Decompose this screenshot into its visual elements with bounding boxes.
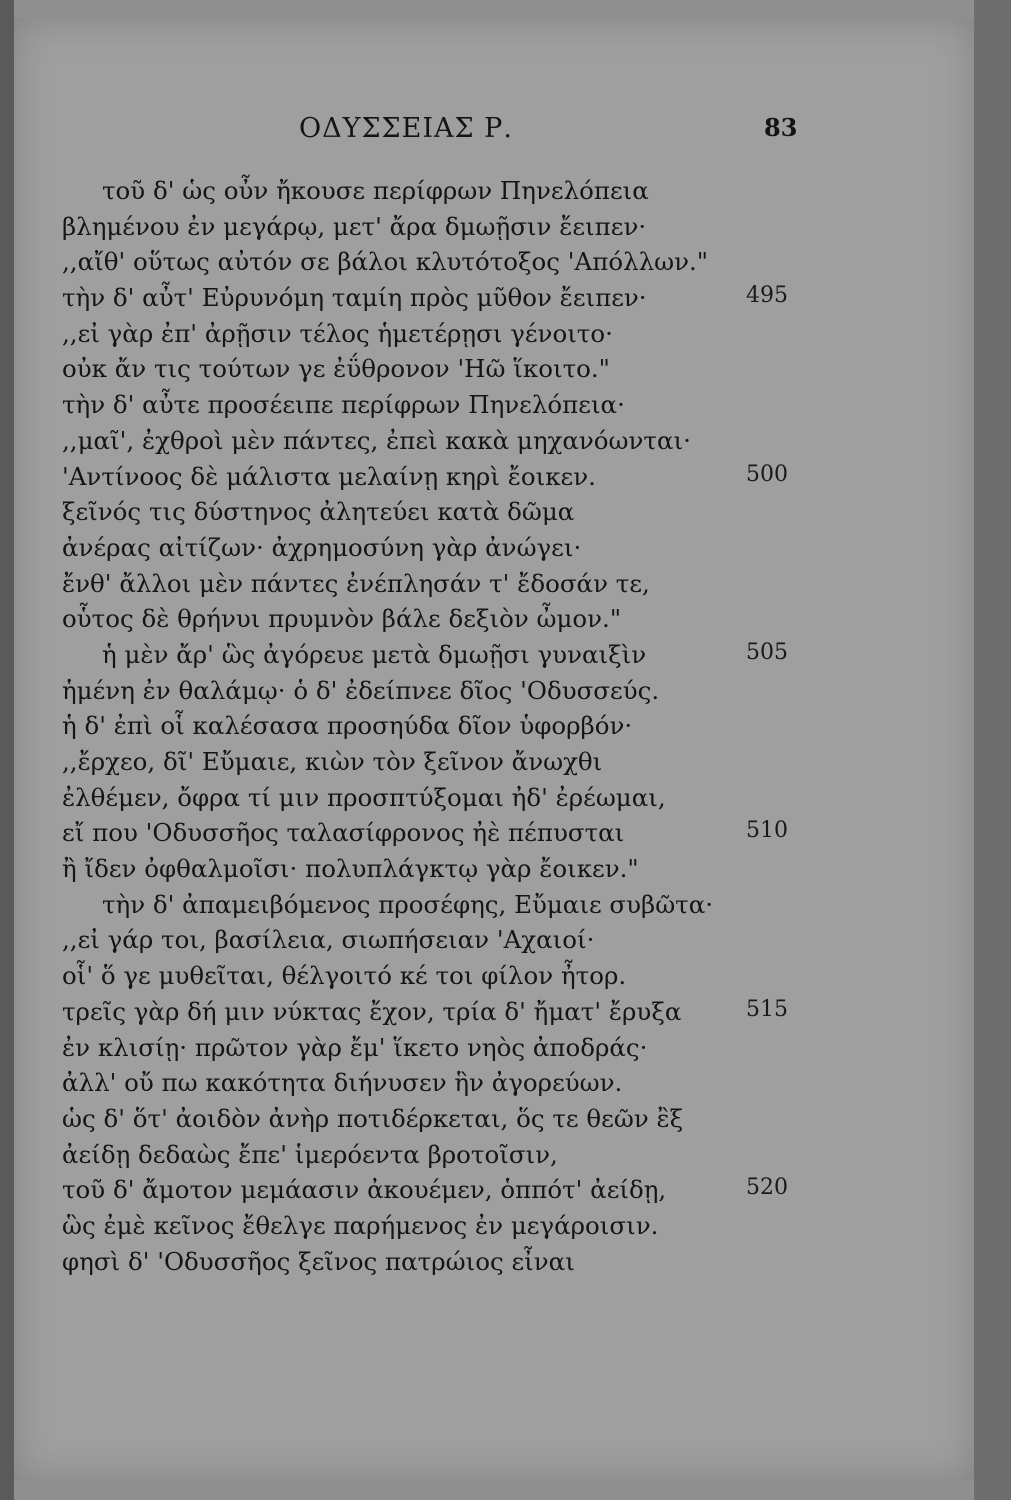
verse-text: ,,αἴθ' οὕτως αὐτόν σε βάλοι κλυτότοξος 'Απόλλων." <box>62 247 709 277</box>
verse-text: ὣς ἐμὲ κεῖνος ἔθελγε παρήμενος ἐν μεγάροισιν. <box>62 1210 659 1240</box>
verse-line <box>62 1104 962 1140</box>
verse-line <box>62 1175 962 1211</box>
verse-text: ἀλλ' οὔ πω κακότητα διήνυσεν ἣν ἀγορεύων. <box>62 1068 623 1098</box>
verse-line <box>62 1033 962 1069</box>
line-number: 515 <box>746 996 788 1022</box>
verse-text: βλημένου ἐν μεγάρῳ, μετ' ἄρα δμωῇσιν ἔειπεν· <box>62 211 647 241</box>
verse-text: ἡ μὲν ἄρ' ὣς ἀγόρευε μετὰ δμωῇσι γυναιξὶν <box>102 639 647 669</box>
verse-line <box>62 1211 962 1247</box>
verse-line <box>62 1068 962 1104</box>
running-header <box>14 113 974 153</box>
verse-line <box>62 176 962 212</box>
verse-line <box>62 533 962 569</box>
book-page <box>14 18 974 1480</box>
verse-line <box>62 854 962 890</box>
verse-text: ἀείδῃ δεδαὼς ἔπε' ἱμερόεντα βροτοῖσιν, <box>62 1139 558 1169</box>
verse-line <box>62 747 962 783</box>
verse-text: ἔνθ' ἄλλοι μὲν πάντες ἐνέπλησάν τ' ἔδοσάν τε, <box>62 568 650 598</box>
book-spine <box>0 0 14 1500</box>
verse-text: φησὶ δ' 'Οδυσσῆος ξεῖνος πατρώιος εἶναι <box>62 1246 575 1276</box>
verse-text: τὴν δ' ἀπαμειβόμενος προσέφης, Εὔμαιε συβῶτα· <box>102 889 714 919</box>
verse-line <box>62 569 962 605</box>
verse-line <box>62 247 962 283</box>
line-number: 495 <box>746 283 788 309</box>
line-number: 505 <box>746 639 788 665</box>
verse-text: τὴν δ' αὖτε προσέειπε περίφρων Πηνελόπεια· <box>62 390 625 420</box>
verse-line <box>62 319 962 355</box>
verse-line <box>62 604 962 640</box>
page-number: 83 <box>764 113 798 142</box>
verse-text: 'Αντίνοος δὲ μάλιστα μελαίνῃ κηρὶ ἔοικεν. <box>62 461 596 491</box>
verse-text: τοῦ δ' ὡς οὖν ἤκουσε περίφρων Πηνελόπεια <box>102 176 649 205</box>
verse-text: οὐκ ἄν τις τούτων γε ἐΰθρονον 'Ηῶ ἵκοιτο." <box>62 354 610 384</box>
verse-text: τὴν δ' αὖτ' Εὐρυνόμη ταμίη πρὸς μῦθον ἔειπεν· <box>62 283 647 313</box>
verse-line <box>62 818 962 854</box>
page-edge <box>974 0 1011 1500</box>
verse-line <box>62 711 962 747</box>
verse-text: ἡ δ' ἐπὶ οἷ καλέσασα προσηύδα δῖον ὑφορβόν· <box>62 711 633 741</box>
verse-line <box>62 1247 962 1283</box>
verse-text: τρεῖς γὰρ δή μιν νύκτας ἔχον, τρία δ' ἤματ' ἔρυξα <box>62 996 682 1026</box>
verse-line <box>62 283 962 319</box>
line-number: 500 <box>746 461 788 487</box>
verse-line <box>62 783 962 819</box>
line-number: 510 <box>746 818 788 844</box>
verse-line <box>62 890 962 926</box>
verse-line <box>62 640 962 676</box>
line-number: 520 <box>746 1175 788 1201</box>
verse-text: εἴ που 'Οδυσσῆος ταλασίφρονος ἠὲ πέπυσται <box>62 818 625 848</box>
verse-line <box>62 390 962 426</box>
verse-text: ἐλθέμεν, ὄφρα τί μιν προσπτύξομαι ἠδ' ἐρέωμαι, <box>62 782 666 812</box>
verse-text: ,,μαῖ', ἐχθροὶ μὲν πάντες, ἐπεὶ κακὰ μηχανόωνται· <box>62 425 691 455</box>
verse-line <box>62 462 962 498</box>
running-title: ΟΔΥΣΣΕΙΑΣ Ρ. <box>299 113 513 144</box>
verse-line <box>62 1140 962 1176</box>
verse-text: ξεῖνός τις δύστηνος ἀλητεύει κατὰ δῶμα <box>62 497 575 527</box>
verse-line <box>62 426 962 462</box>
verse-line <box>62 676 962 712</box>
verse-text: οὗτος δὲ θρήνυι πρυμνὸν βάλε δεξιὸν ὦμον." <box>62 604 622 634</box>
verse-block <box>62 176 962 1282</box>
verse-text: ἡμένη ἐν θαλάμῳ· ὁ δ' ἐδείπνεε δῖος 'Οδυσσεύς. <box>62 675 660 705</box>
verse-line <box>62 354 962 390</box>
verse-line <box>62 925 962 961</box>
verse-text: ὡς δ' ὅτ' ἀοιδὸν ἀνὴρ ποτιδέρκεται, ὅς τε θεῶν ἒξ <box>62 1103 684 1133</box>
verse-line <box>62 961 962 997</box>
verse-text: ,,ἔρχεο, δῖ' Εὔμαιε, κιὼν τὸν ξεῖνον ἄνωχθι <box>62 747 603 776</box>
verse-line <box>62 497 962 533</box>
verse-text: ,,εἰ γὰρ ἐπ' ἀρῇσιν τέλος ἡμετέρῃσι γένοιτο· <box>62 318 613 348</box>
verse-line <box>62 997 962 1033</box>
verse-line <box>62 212 962 248</box>
verse-text: ,,εἰ γάρ τοι, βασίλεια, σιωπήσειαν 'Αχαιοί· <box>62 925 595 955</box>
verse-text: οἷ' ὅ γε μυθεῖται, θέλγοιτό κέ τοι φίλον ἦτορ. <box>62 961 627 991</box>
verse-text: ἐν κλισίῃ· πρῶτον γὰρ ἔμ' ἵκετο νηὸς ἀποδράς· <box>62 1032 648 1062</box>
verse-text: ἀνέρας αἰτίζων· ἀχρημοσύνη γὰρ ἀνώγει· <box>62 532 582 562</box>
verse-text: τοῦ δ' ἄμοτον μεμάασιν ἀκουέμεν, ὁππότ' ἀείδῃ, <box>62 1175 667 1205</box>
verse-text: ἢ ἴδεν ὀφθαλμοῖσι· πολυπλάγκτῳ γὰρ ἔοικεν." <box>62 854 639 884</box>
